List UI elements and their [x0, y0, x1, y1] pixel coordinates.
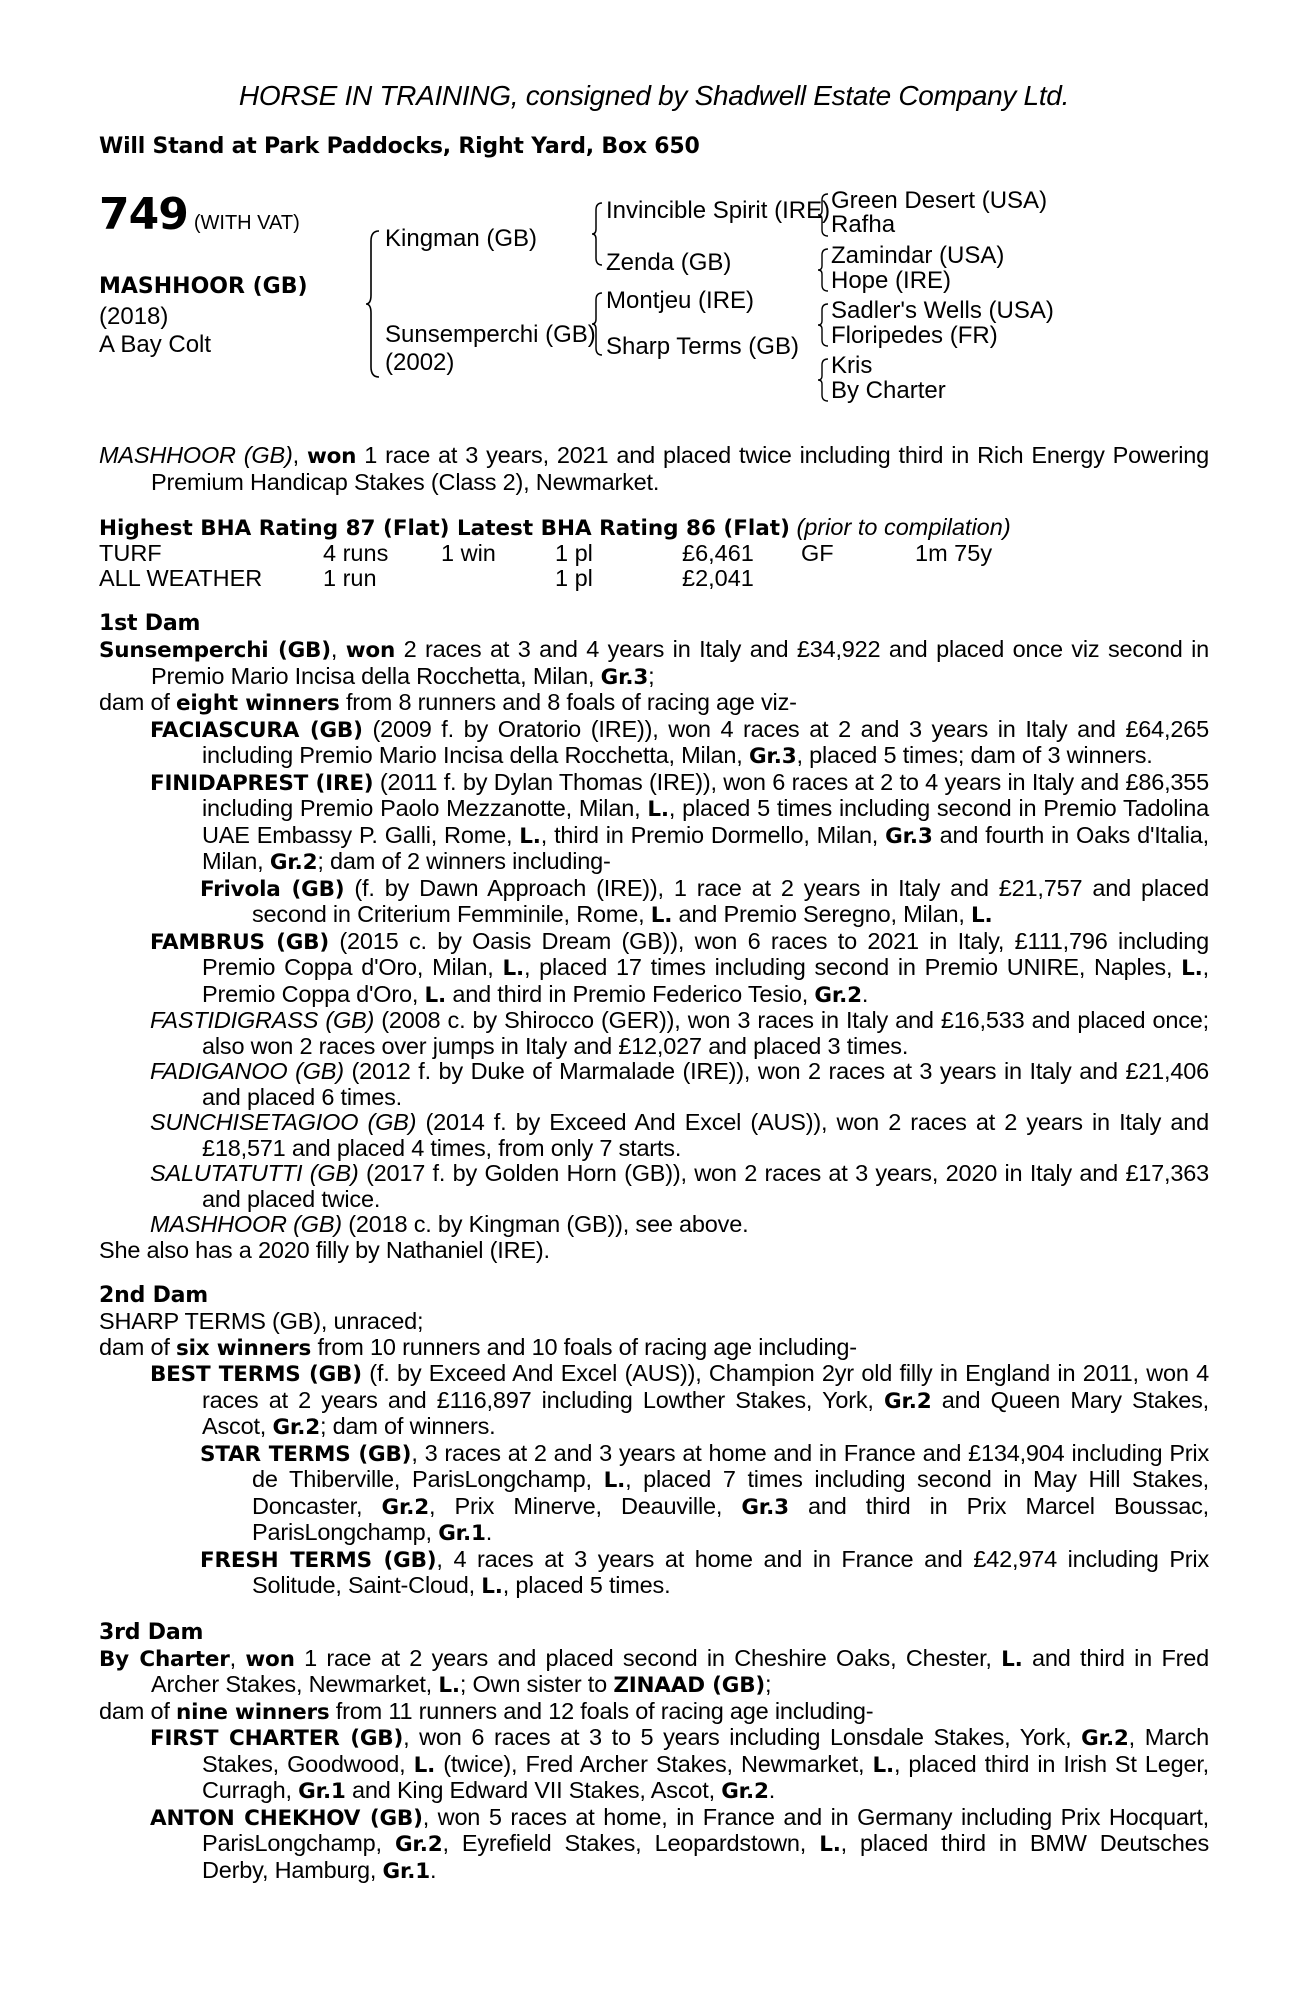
third-dam-produce-summary: dam of nine winners from 11 runners and 12 foals of racing age including-	[99, 1697, 874, 1725]
third-dam-heading: 3rd Dam	[99, 1619, 204, 1645]
turf-runs: 4 runs	[323, 540, 389, 566]
turf-earnings: £6,461	[682, 540, 754, 566]
produce-fresh-terms: FRESH TERMS (GB), 4 races at 3 years at home and in France and £42,974 including Prix Solitude, Saint-Cloud, L., placed 5 times.	[200, 1545, 1209, 1599]
produce-star-terms: STAR TERMS (GB), 3 races at 2 and 3 years at home and in France and £134,904 including Prix de Thiberville, ParisLongchamp, L., placed 7 times including second in May Hill Stakes, Doncaster, Gr.2, Prix Minerve, Deauville, Gr.3 and third in Prix Marcel Boussac, ParisLongchamp, Gr.1.	[200, 1439, 1210, 1546]
pedigree-gg-sadlers-wells: Sadler's Wells (USA)	[831, 297, 1054, 324]
first-dam-record: Sunsemperchi (GB), won 2 races at 3 and 4 years in Italy and £34,922 and placed once viz second in Premio Mario Incisa della Rocchetta, Milan, Gr.3;	[99, 636, 1209, 690]
pedigree-brace-gg1	[817, 192, 829, 238]
pedigree-dam-sire: Montjeu (IRE)	[606, 287, 755, 314]
turf-going: GF	[801, 540, 834, 566]
ratings-block	[99, 515, 1209, 591]
horse-year: (2018)	[99, 303, 169, 330]
produce-mashhoor: MASHHOOR (GB) (2018 c. by Kingman (GB)), see above.	[150, 1211, 749, 1237]
pedigree-brace-main	[365, 229, 381, 379]
produce-finidaprest: FINIDAPREST (IRE) (2011 f. by Dylan Thomas (IRE)), won 6 races at 2 to 4 years in Italy and £86,355 including Premio Paolo Mezzanotte, Milan, L., placed 5 times including second in Premio Tadolina UAE Embassy P. Galli, Rome, L., third in Premio Dormello, Milan, Gr.3 and fourth in Oaks d'Italia, Milan, Gr.2; dam of 2 winners including-	[150, 768, 1210, 875]
produce-fadiganoo: FADIGANOO (GB) (2012 f. by Duke of Marmalade (IRE)), won 2 races at 3 years in Italy and £21,406 and placed 6 times.	[150, 1058, 1209, 1110]
turf-placed: 1 pl	[555, 540, 593, 566]
produce-salutatutti: SALUTATUTTI (GB) (2017 f. by Golden Horn (GB)), won 2 races at 3 years, 2020 in Italy and £17,363 and placed twice.	[150, 1160, 1209, 1212]
aw-runs: 1 run	[323, 565, 377, 591]
produce-first-charter: FIRST CHARTER (GB), won 6 races at 3 to 5 years including Lonsdale Stakes, York, Gr.2, March Stakes, Goodwood, L. (twice), Fred Archer Stakes, Newmarket, L., placed third in Irish St Leger, Curragh, Gr.1 and King Edward VII Stakes, Ascot, Gr.2.	[150, 1724, 1210, 1804]
lot-info	[99, 189, 300, 240]
second-dam-section	[99, 1283, 1209, 1600]
horse-name: MASHHOOR (GB)	[99, 274, 308, 299]
turf-record-row	[99, 541, 1209, 566]
pedigree-block	[99, 187, 1209, 423]
produce-sunchisetagioo: SUNCHISETAGIOO (GB) (2014 f. by Exceed And Excel (AUS)), won 2 races at 2 years in Italy and £18,571 and placed 4 times, from only 7 starts.	[150, 1109, 1210, 1161]
pedigree-gg-green-desert: Green Desert (USA)	[831, 187, 1048, 214]
catalogue-page	[99, 80, 1209, 1884]
aw-earnings: £2,041	[682, 565, 754, 591]
third-dam-section	[99, 1620, 1209, 1885]
pedigree-gg-hope: Hope (IRE)	[831, 267, 952, 294]
third-dam-record: By Charter, won 1 race at 2 years and placed second in Cheshire Oaks, Chester, L. and third in Fred Archer Stakes, Newmarket, L.; Own sister to ZINAAD (GB);	[99, 1644, 1209, 1698]
produce-anton-chekhov: ANTON CHEKHOV (GB), won 5 races at home, in France and in Germany including Prix Hocquart, ParisLongchamp, Gr.2, Eyrefield Stakes, Leopardstown, L., placed third in BMW Deutsches Derby, Hamburg, Gr.1.	[150, 1803, 1210, 1884]
produce-fambrus: FAMBRUS (GB) (2015 c. by Oasis Dream (GB)), won 6 races to 2021 in Italy, £111,796 including Premio Coppa d'Oro, Milan, L., placed 17 times including second in Premio UNIRE, Naples, L., Premio Coppa d'Oro, L. and third in Premio Federico Tesio, Gr.2.	[150, 927, 1209, 1008]
horse-description: A Bay Colt	[99, 331, 212, 358]
pedigree-sire: Kingman (GB)	[385, 225, 538, 252]
lot-number: 749	[99, 189, 188, 240]
pedigree-gg-zamindar: Zamindar (USA)	[831, 242, 1005, 269]
page-title: HORSE IN TRAINING, consigned by Shadwell Estate Company Ltd.	[238, 80, 1070, 111]
summary-text: 1 race at 3 years, 2021 and placed twice including third in Rich Energy Powering Premium Handicap Stakes (Class 2), Newmarket.	[151, 442, 1209, 495]
pedigree-gg-kris: Kris	[831, 352, 873, 379]
pedigree-dam-dam: Sharp Terms (GB)	[606, 333, 799, 360]
pedigree-gg-by-charter: By Charter	[831, 377, 946, 404]
pedigree-gg-floripedes: Floripedes (FR)	[831, 322, 998, 349]
turf-wins: 1 win	[441, 540, 496, 566]
pedigree-sire-dam: Zenda (GB)	[606, 249, 732, 276]
aw-label: ALL WEATHER	[99, 565, 263, 591]
produce-frivola: Frivola (GB) (f. by Dawn Approach (IRE)), 1 race at 2 years in Italy and £21,757 and placed second in Criterium Femminile, Rome, L. and Premio Seregno, Milan, L.	[200, 874, 1209, 928]
vat-status: (WITH VAT)	[193, 212, 300, 234]
stand-location: Will Stand at Park Paddocks, Right Yard, Box 650	[99, 134, 700, 159]
rating-note: (prior to compilation)	[796, 514, 1011, 540]
pedigree-brace-gg3	[817, 302, 829, 348]
second-dam-record: SHARP TERMS (GB), unraced;	[99, 1308, 424, 1334]
pedigree-dam: Sunsemperchi (GB)	[385, 321, 596, 348]
first-dam-also: She also has a 2020 filly by Nathaniel (IRE).	[99, 1236, 550, 1263]
produce-fastidigrass: FASTIDIGRASS (GB) (2008 c. by Shirocco (GER)), won 3 races in Italy and £16,533 and placed once; also won 2 races over jumps in Italy and £12,027 and placed 3 times.	[150, 1007, 1209, 1059]
pedigree-brace-dam	[591, 291, 603, 357]
pedigree-brace-gg4	[817, 357, 829, 403]
summary-horse-name: MASHHOOR (GB)	[99, 442, 293, 468]
second-dam-produce-summary: dam of six winners from 10 runners and 10 foals of racing age including-	[99, 1333, 857, 1361]
pedigree-sire-sire: Invincible Spirit (IRE)	[606, 197, 831, 224]
pedigree-gg-rafha: Rafha	[831, 211, 896, 238]
first-dam-section	[99, 611, 1209, 1263]
turf-label: TURF	[99, 540, 162, 566]
rating-heading: Highest BHA Rating 87 (Flat) Latest BHA Rating 86 (Flat)	[99, 516, 790, 541]
horse-summary: MASHHOOR (GB), won 1 race at 3 years, 2021 and placed twice including third in Rich Energy Powering Premium Handicap Stakes (Class 2), Newmarket.	[99, 442, 1209, 495]
pedigree-dam-year: (2002)	[385, 349, 455, 376]
produce-faciascura: FACIASCURA (GB) (2009 f. by Oratorio (IRE)), won 4 races at 2 and 3 years in Italy and £64,265 including Premio Mario Incisa della Rocchetta, Milan, Gr.3, placed 5 times; dam of 3 winners.	[150, 715, 1209, 769]
produce-best-terms: BEST TERMS (GB) (f. by Exceed And Excel (AUS)), Champion 2yr old filly in England in 2011, won 4 races at 2 years and £116,897 including Lowther Stakes, York, Gr.2 and Queen Mary Stakes, Ascot, Gr.2; dam of winners.	[150, 1360, 1209, 1440]
first-dam-heading: 1st Dam	[99, 611, 201, 636]
summary-won: won	[306, 444, 357, 469]
aw-placed: 1 pl	[555, 565, 593, 591]
all-weather-record-row	[99, 566, 1209, 591]
first-dam-produce-summary: dam of eight winners from 8 runners and 8 foals of racing age viz-	[99, 689, 797, 716]
turf-distance: 1m 75y	[915, 540, 993, 566]
pedigree-brace-gg2	[817, 247, 829, 293]
pedigree-brace-sire	[591, 201, 603, 267]
second-dam-heading: 2nd Dam	[99, 1283, 209, 1308]
